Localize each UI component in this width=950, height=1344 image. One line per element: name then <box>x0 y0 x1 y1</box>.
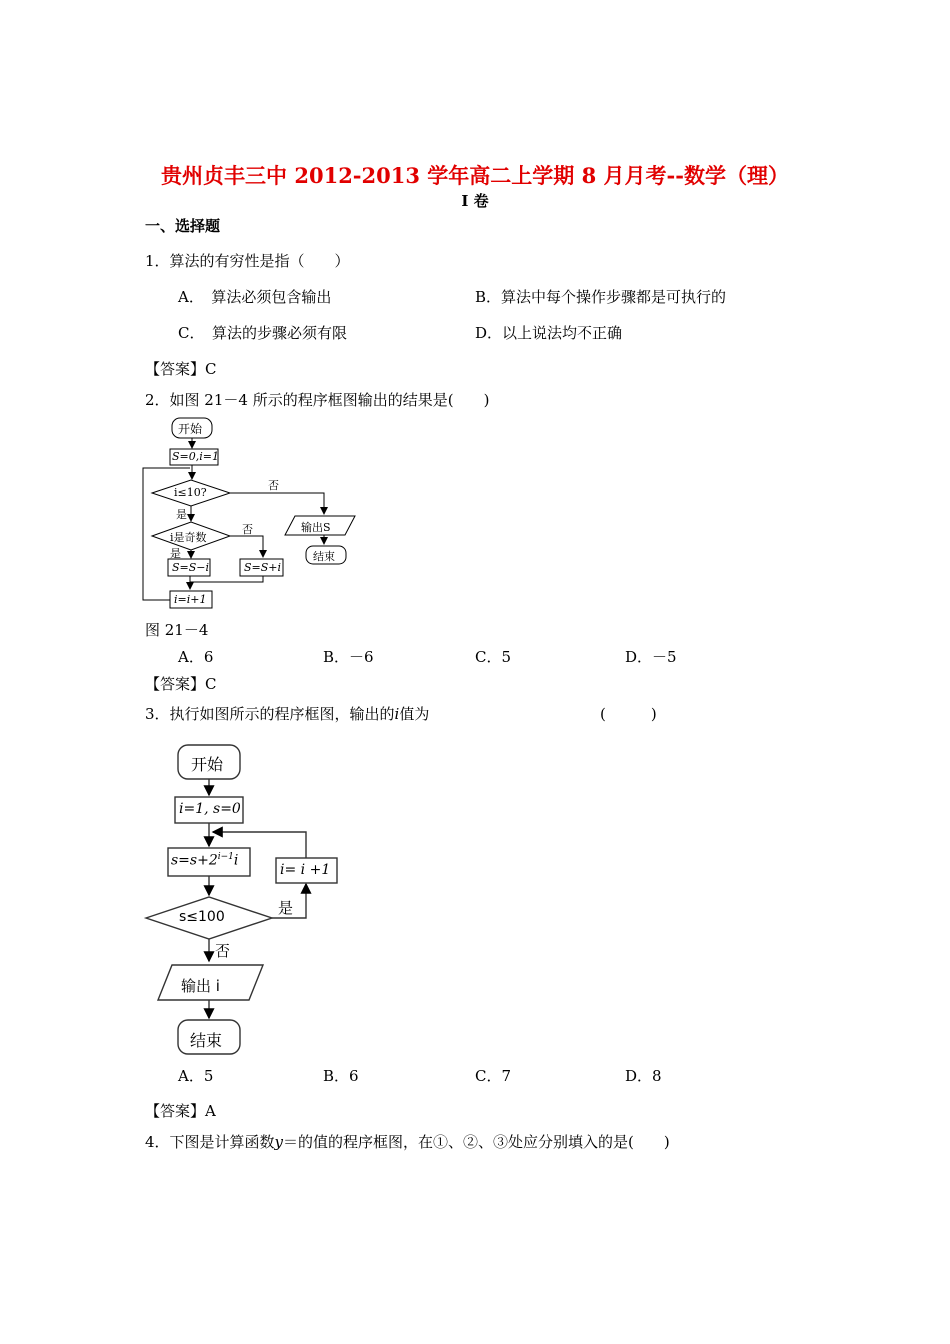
question-4-stem <box>145 1131 670 1152</box>
fc2-start: 开始 <box>191 755 224 774</box>
q3-stem-post: 值为 <box>399 705 430 723</box>
fc1-end: 结束 <box>313 550 335 563</box>
fc2-output: 输出 i <box>181 977 220 995</box>
fc2-update-main: s=s+2 <box>171 852 218 869</box>
fc1-init: S=0,i=1 <box>172 450 219 463</box>
fc2-update-sup: i−1 <box>217 852 234 862</box>
q3-option-d: D．8 <box>625 1067 662 1085</box>
q3-answer: 【答案】A <box>145 1102 216 1120</box>
question-1-stem: 1．算法的有穷性是指（ ） <box>145 252 350 270</box>
fc2-no: 否 <box>215 942 231 960</box>
fc1-cond1: i≤10? <box>174 486 207 499</box>
figure-caption: 图 21－4 <box>145 621 209 639</box>
q1-option-a: A． 算法必须包含输出 <box>178 288 332 306</box>
fc2-update <box>171 852 238 869</box>
fc1-box-left: S=S−i <box>172 561 210 574</box>
q2-option-b: B．－6 <box>323 648 374 666</box>
page-title: 贵州贞丰三中 2012-2013 学年高二上学期 8 月月考--数学（理） <box>161 163 789 188</box>
question-3-stem <box>145 703 429 724</box>
question-2-stem: 2．如图 21－4 所示的程序框图输出的结果是( ) <box>145 391 490 409</box>
fc1-no2: 否 <box>242 523 253 536</box>
section-heading: 一、选择题 <box>145 217 221 235</box>
q2-option-c: C．5 <box>475 648 512 666</box>
q1-answer: 【答案】C <box>145 360 217 378</box>
q2-option-d: D．－5 <box>625 648 677 666</box>
q4-stem-post: ＝的值的程序框图，在①、②、③处应分别填入的是( ) <box>283 1133 670 1151</box>
q3-stem-var: i <box>394 705 400 723</box>
fc1-incr: i=i+1 <box>174 593 207 606</box>
fc2-yes: 是 <box>278 899 294 917</box>
fc1-start: 开始 <box>178 422 203 436</box>
fc1-yes2: 是 <box>170 547 181 560</box>
fc1-no1: 否 <box>268 479 279 492</box>
q3-option-a: A．5 <box>178 1067 214 1085</box>
q3-option-b: B．6 <box>323 1067 359 1085</box>
q1-option-c: C． 算法的步骤必须有限 <box>178 324 347 342</box>
fc1-cond2: i是奇数 <box>170 531 207 544</box>
fc1-output: 输出S <box>301 521 331 534</box>
q1-option-b: B．算法中每个操作步骤都是可执行的 <box>475 288 727 306</box>
fc2-update-tail: i <box>233 852 239 869</box>
fc2-end: 结束 <box>190 1031 223 1050</box>
volume-label: I 卷 <box>461 192 489 210</box>
q2-option-a: A．6 <box>178 648 214 666</box>
fc1-box-right: S=S+i <box>244 561 282 574</box>
q1-option-d: D．以上说法均不正确 <box>475 324 623 342</box>
fc2-incr: i= i +1 <box>280 862 331 878</box>
q4-stem-var: y <box>274 1133 284 1151</box>
q2-answer: 【答案】C <box>145 675 217 693</box>
fc2-cond: s≤100 <box>179 909 225 925</box>
q3-paren: ( ) <box>600 705 657 723</box>
q3-option-c: C．7 <box>475 1067 512 1085</box>
q4-stem-pre: 4．下图是计算函数 <box>145 1133 275 1151</box>
fc1-yes1: 是 <box>176 508 187 521</box>
q3-stem-pre: 3．执行如图所示的程序框图，输出的 <box>145 705 395 723</box>
fc2-init: i=1, s=0 <box>179 801 241 817</box>
